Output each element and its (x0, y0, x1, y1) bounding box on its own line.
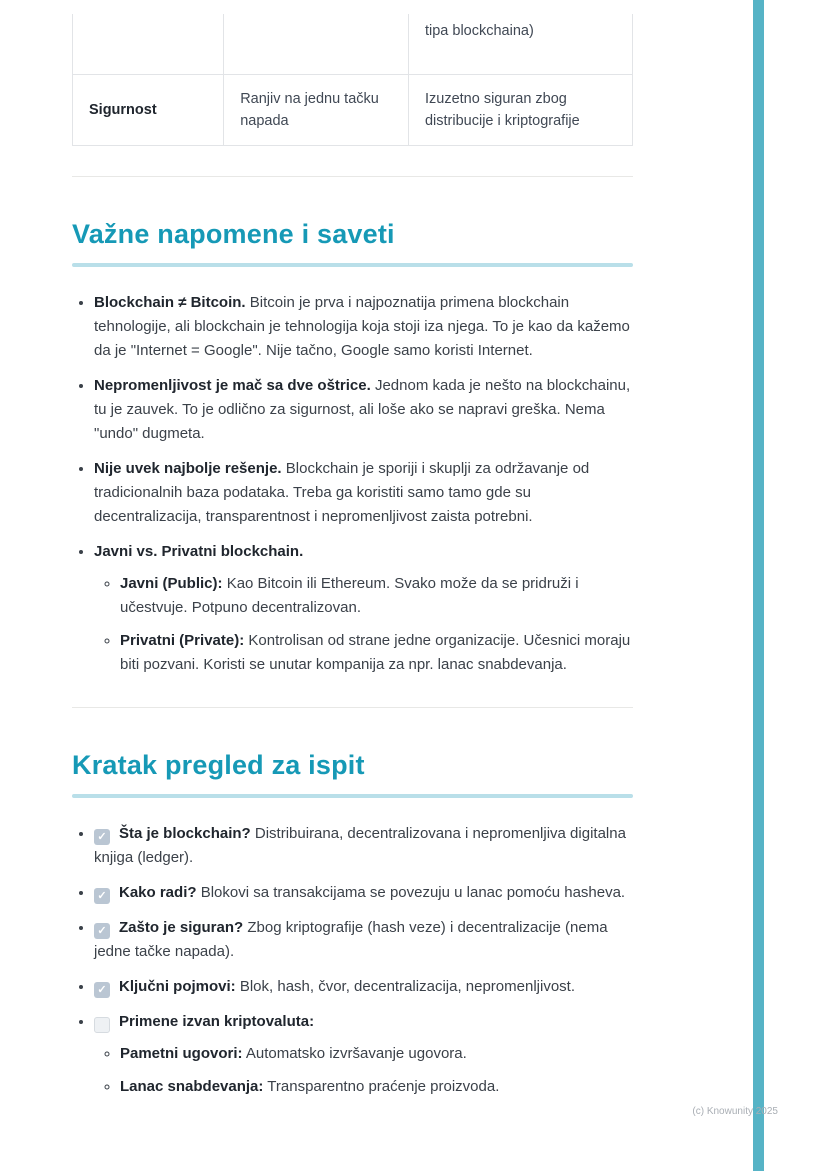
vertical-accent-bar (753, 0, 764, 1171)
list-item-text: Kao Bitcoin ili Ethereum. Svako može da se pridruži i učestvuje. Potpuno decentralizovan. (120, 575, 579, 616)
table-row-label: Sigurnost (89, 102, 157, 118)
table-row (73, 75, 633, 146)
list-item-bold: Primene izvan kriptovaluta: (119, 1013, 315, 1030)
list-item-text: Bitcoin je prva i najpoznatija primena blockchain tehnologije, ali blockchain je tehnologija koja stoji iza njega. To je kao da kažemo da je "Internet = Google". Nije tačno, Google samo koristi Internet. (94, 294, 630, 359)
table-cell: Ranjiv na jednu tačku napada (224, 75, 409, 146)
list-item (94, 457, 633, 529)
table-cell (73, 14, 224, 75)
sub-list-item (120, 629, 633, 677)
list-item-bold: Pametni ugovori: (120, 1045, 243, 1062)
section-divider (72, 707, 633, 708)
sub-list-item (120, 1075, 633, 1099)
list-item-bold: Nije uvek najbolje rešenje. (94, 460, 282, 477)
checkbox-icon[interactable] (94, 982, 110, 998)
list-item-bold: Javni (Public): (120, 575, 223, 592)
sub-list-item (120, 1042, 633, 1066)
list-item-bold: Kako radi? (119, 884, 197, 901)
list-item (94, 540, 633, 677)
checklist-item (94, 1010, 633, 1099)
list-item-text: Automatsko izvršavanje ugovora. (242, 1045, 467, 1062)
checkbox-icon[interactable] (94, 923, 110, 939)
title-underline (72, 263, 633, 267)
document-content (72, 0, 633, 1110)
watermark-text: (c) Knowunity 2025 (692, 1106, 778, 1117)
list-item-bold: Ključni pojmovi: (119, 978, 236, 995)
check-icon: • ✓ (97, 984, 107, 996)
section-title-review: Kratak pregled za ispit (72, 750, 365, 780)
list-item-bold: Nepromenljivost je mač sa dve oštrice. (94, 377, 371, 394)
table-row (73, 14, 633, 75)
checklist-item (94, 881, 633, 905)
check-icon: • ✓ (97, 925, 107, 937)
list-item-bold: Javni vs. Privatni blockchain. (94, 543, 304, 560)
list-item (94, 291, 633, 363)
notes-sub-list (94, 572, 633, 677)
table-cell (73, 75, 224, 146)
checkbox-icon[interactable] (94, 1017, 110, 1033)
list-item-text: Blockchain je sporiji i skuplji za održavanje od tradicionalnih baza podataka. Treba ga koristiti samo tamo gde su decentralizacija, transparentnost i nepromenljivost zaista potrebni. (94, 460, 590, 525)
list-item-text: Blok, hash, čvor, decentralizacija, nepromenljivost. (235, 978, 576, 995)
check-icon: • ✓ (97, 831, 107, 843)
comparison-table (72, 14, 633, 146)
section-divider (72, 176, 633, 177)
list-item-text: Kontrolisan od strane jedne organizacije. Učesnici moraju biti pozvani. Koristi se unutar kompanija za npr. lanac snabdevanja. (120, 632, 631, 673)
check-icon: • ✓ (97, 890, 107, 902)
list-item-bold: Zašto je siguran? (119, 919, 244, 936)
table-cell: Izuzetno siguran zbog distribucije i kriptografije (408, 75, 632, 146)
list-item-bold: Šta je blockchain? (119, 825, 251, 842)
checkbox-icon[interactable] (94, 888, 110, 904)
list-item-bold: Blockchain ≠ Bitcoin. (94, 294, 246, 311)
checklist-item (94, 822, 633, 870)
title-underline (72, 794, 633, 798)
review-sub-list (94, 1042, 633, 1099)
list-item-bold: Privatni (Private): (120, 632, 245, 649)
list-item-bold: Lanac snabdevanja: (120, 1078, 264, 1095)
sub-list-item (120, 572, 633, 620)
list-item-text: Transparentno praćenje proizvoda. (263, 1078, 500, 1095)
list-item-text: Jednom kada je nešto na blockchainu, tu je zauvek. To je odlično za sigurnost, ali loše ako se napravi greška. Nema "undo" dugmeta. (94, 377, 631, 442)
notes-list (72, 291, 633, 677)
list-item-text: Distribuirana, decentralizovana i nepromenljiva digitalna knjiga (ledger). (94, 825, 626, 866)
list-item-text: Blokovi sa transakcijama se povezuju u lanac pomoću hasheva. (196, 884, 626, 901)
checklist-item (94, 916, 633, 964)
section-title-notes: Važne napomene i saveti (72, 219, 395, 249)
list-item-text: Zbog kriptografije (hash veze) i decentralizacije (nema jedne tačke napada). (94, 919, 608, 960)
checklist-item (94, 975, 633, 999)
list-item (94, 374, 633, 446)
checkbox-icon[interactable] (94, 829, 110, 845)
table-cell: tipa blockchaina) (408, 14, 632, 75)
table-cell (224, 14, 409, 75)
review-checklist (72, 822, 633, 1099)
